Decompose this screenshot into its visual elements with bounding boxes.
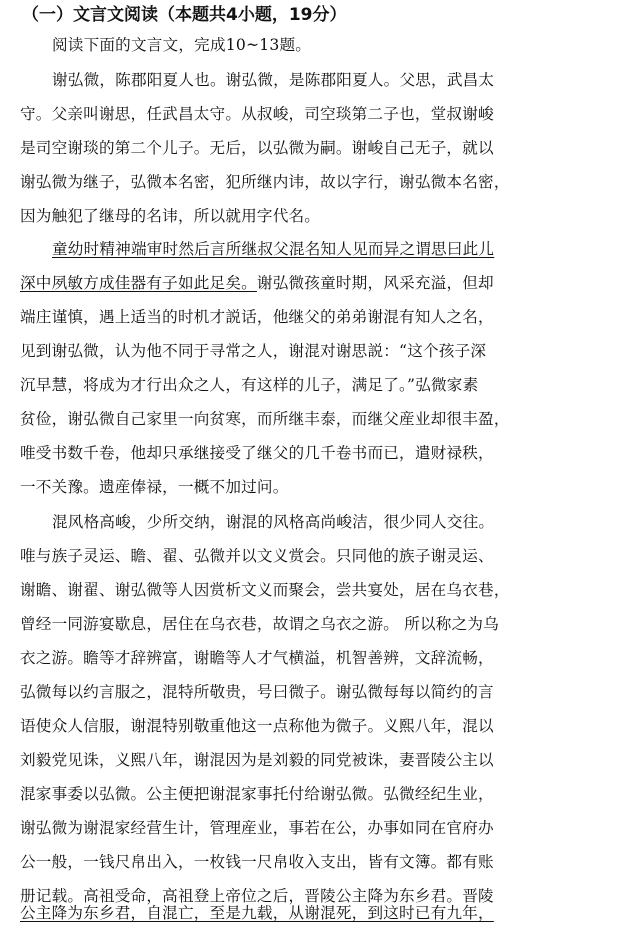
text-line: 语使众人信服，谢混特别敬重他这一点称他为微子。义熙八年，混以 <box>20 717 494 735</box>
text-line: 刘毅党见诛，义熙八年，谢混因为是刘毅的同党被诛，妻晋陵公主以 <box>20 751 494 769</box>
instruction-line: 阅读下面的文言文，完成10~13题。 <box>52 36 312 54</box>
section-heading: （一）文言文阅读（本题共4小题，19分） <box>22 5 347 25</box>
text-line <box>20 273 494 294</box>
text-line: 贫俭，谢弘微自己家里一向贫寒，而所继丰泰，而继父産业却很丰盈， <box>20 410 510 428</box>
text-line: 衣之游。瞻等才辞辨富，谢瞻等人才气横溢，机智善辨，文辞流畅， <box>20 649 494 667</box>
text-line: 端庄谨慎，遇上适当的时机才説话，他继父的弟弟谢混有知人之名， <box>20 308 494 326</box>
underlined-original-line: 公主降为东乡君，自混亡，至是九载，从谢混死，到这时已有九年， <box>20 904 494 922</box>
text-line: 弘微每以约言服之，混特所敬贵，号曰微子。谢弘微每每以简约的言 <box>20 683 494 701</box>
text-line: 唯与族子灵运、瞻、翟、弘微并以文义赏会。只同他的族子谢灵运、 <box>20 547 494 565</box>
text-line: 曾经一同游宴歇息，居住在乌衣巷，故谓之乌衣之游。 所以称之为乌 <box>20 615 499 633</box>
underlined-original-segment: 深中夙敏方成佳器有子如此足矣。 <box>20 274 257 292</box>
text-line: 册记载。高祖受命，高祖登上帝位之后，晋陵公主降为东乡君。晋陵 <box>20 887 494 905</box>
text-line: 谢瞻、谢翟、谢弘微等人因赏析文义而聚会，尝共宴处，居在乌衣巷， <box>20 581 510 599</box>
text-line: 谢弘微为谢混家经营生计，管理産业，事若在公，办事如同在官府办 <box>20 819 494 837</box>
text-line: 混家事委以弘微。公主便把谢混家事托付给谢弘微。弘微经纪生业， <box>20 785 494 803</box>
text-line: 是司空谢琰的第二个儿子。无后，以弘微为嗣。谢峻自己无子，就以 <box>20 139 494 157</box>
text-line: 唯受书数千卷，他却只承继接受了继父的几千卷书而已，遣财禄秩， <box>20 444 494 462</box>
text-line: 公一般，一钱尺帛出入，一枚钱一尺帛收入支出，皆有文簿。都有账 <box>20 853 494 871</box>
text-line: 因为触犯了继母的名讳，所以就用字代名。 <box>20 207 321 225</box>
text-line: 守。父亲叫谢思，任武昌太守。从叔峻，司空琰第二子也，堂叔谢峻 <box>20 105 494 123</box>
text-line: 见到谢弘微，认为他不同于寻常之人，谢混对谢思説：“这个孩子深 <box>20 342 487 360</box>
text-line: 谢弘微为继子，弘微本名密，犯所继内讳，故以字行，谢弘微本名密， <box>20 173 510 191</box>
text-line: 混风格高峻，少所交纳，谢混的风格高尚峻洁，很少同人交往。 <box>52 513 495 531</box>
text-line: 沉早慧，将成为才行出众之人，有这样的儿子，满足了。”弘微家素 <box>20 376 479 394</box>
text-line: 谢弘微，陈郡阳夏人也。谢弘微，是陈郡阳夏人。父思，武昌太 <box>52 71 495 89</box>
text-line: 一不关豫。遗産俸禄，一概不加过问。 <box>20 478 289 496</box>
translation-segment: 谢弘微孩童时期，风采充溢，但却 <box>256 274 494 292</box>
underlined-original-line: 童幼时精神端审时然后言所继叔父混名知人见而异之谓思曰此儿 <box>52 240 495 258</box>
